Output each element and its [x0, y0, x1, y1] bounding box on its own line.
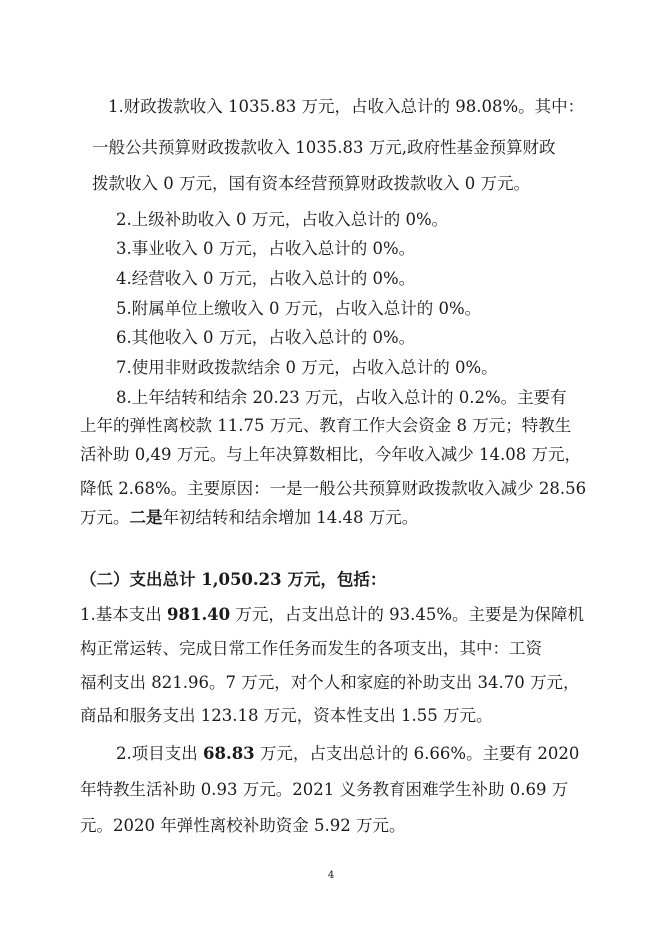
- income-item4: 4.经营收入 0 万元，占收入总计的 0%。: [116, 269, 416, 288]
- income-item1-line2: 一般公共预算财政拨款收入 1035.83 万元,政府性基金预算财政: [92, 138, 556, 157]
- basic-expense-amount: 981.40: [167, 605, 231, 624]
- project-expense-line1: [116, 741, 579, 767]
- basic-expense-line1-part1: 1.基本支出: [80, 605, 167, 624]
- basic-expense-line1-part2: 万元，占支出总计的 93.45%。主要是为保障机: [230, 605, 585, 624]
- project-expense-line2: 年特教生活补助 0.93 万元。2021 义务教育困难学生补助 0.69 万: [80, 780, 569, 799]
- income-item2: 2.上级补助收入 0 万元，占收入总计的 0%。: [116, 210, 449, 229]
- project-expense-amount: 68.83: [203, 744, 255, 763]
- income-item8-line2: 上年的弹性离校款 11.75 万元、教育工作大会资金 8 万元；特教生: [80, 416, 572, 435]
- income-item7: 7.使用非财政拨款结余 0 万元，占收入总计的 0%。: [116, 358, 498, 377]
- income-item1-line1: 1.财政拨款收入 1035.83 万元，占收入总计的 98.08%。其中：: [108, 97, 585, 116]
- page-number: 4: [327, 870, 335, 881]
- income-item8-line4: 降低 2.68%。主要原因：一是一般公共预算财政拨款收入减少 28.56: [80, 479, 587, 498]
- income-item5: 5.附属单位上缴收入 0 万元，占收入总计的 0%。: [116, 299, 482, 318]
- income-item6: 6.其他收入 0 万元，占收入总计的 0%。: [116, 328, 416, 347]
- income-item1-line3: 拨款收入 0 万元，国有资本经营预算财政拨款收入 0 万元。: [92, 174, 530, 193]
- project-expense-line3: 元。2020 年弹性离校补助资金 5.92 万元。: [80, 816, 406, 835]
- project-expense-line1-part1: 2.项目支出: [116, 744, 203, 763]
- income-item8-line5-bold: 二是: [129, 508, 163, 527]
- income-item8-line1: 8.上年结转和结余 20.23 万元，占收入总计的 0.2%。主要有: [116, 388, 567, 407]
- basic-expense-line1: [80, 602, 584, 628]
- income-item8-line5-part2: 年初结转和结余增加 14.48 万元。: [162, 508, 419, 527]
- income-item8-line5-part1: 万元。: [80, 508, 130, 527]
- basic-expense-line3: 福利支出 821.96。7 万元，对个人和家庭的补助支出 34.70 万元，: [80, 673, 580, 692]
- income-item8-line5: [80, 505, 418, 531]
- expenditure-heading: （二）支出总计 1,050.23 万元，包括：: [80, 570, 387, 589]
- basic-expense-line4: 商品和服务支出 123.18 万元，资本性支出 1.55 万元。: [80, 706, 493, 725]
- income-item8-line3: 活补助 0,49 万元。与上年决算数相比，今年收入减少 14.08 万元，: [80, 445, 581, 464]
- project-expense-line1-part2: 万元，占支出总计的 6.66%。主要有 2020: [254, 744, 580, 763]
- income-item3: 3.事业收入 0 万元，占收入总计的 0%。: [116, 239, 416, 258]
- basic-expense-line2: 构正常运转、完成日常工作任务而发生的各项支出，其中：工资: [80, 639, 542, 658]
